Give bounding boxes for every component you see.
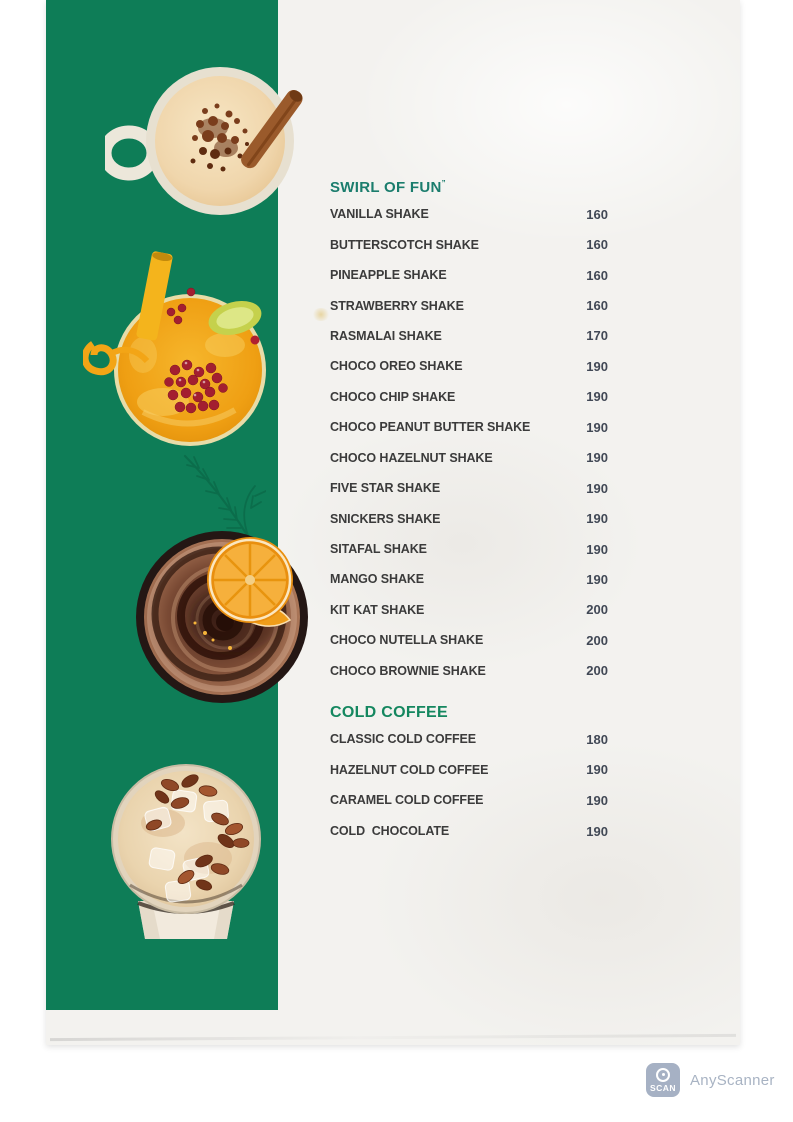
menu-item-name: FIVE STAR SHAKE	[330, 481, 441, 496]
paper-stain	[312, 308, 330, 321]
menu-item-price: 190	[586, 450, 608, 466]
menu-item-price: 170	[586, 328, 608, 344]
menu-item-price: 190	[586, 419, 608, 435]
scan-app-icon	[646, 1063, 680, 1097]
section-heading-text: SWIRL OF FUN	[330, 179, 442, 196]
menu-item-name: RASMALAI SHAKE	[330, 328, 442, 343]
menu-item-price: 190	[586, 792, 608, 808]
menu-item-name: CHOCO BROWNIE SHAKE	[330, 663, 486, 678]
heading-mark: ”	[441, 179, 446, 188]
menu-item-price: 190	[586, 389, 608, 405]
menu-item-row	[330, 443, 608, 473]
menu-item-name: STRAWBERRY SHAKE	[330, 298, 464, 313]
menu-item-row	[330, 229, 608, 259]
menu-item-row	[330, 412, 608, 442]
menu-item-price: 160	[586, 298, 608, 314]
menu-item-row	[330, 351, 608, 381]
menu-item-name: MANGO SHAKE	[330, 572, 425, 587]
menu-item-price: 190	[586, 480, 608, 496]
scan-page	[46, 0, 740, 1045]
menu-item-row	[330, 260, 608, 290]
menu-item-name: SNICKERS SHAKE	[330, 511, 441, 526]
menu-item-name: CARAMEL COLD COFFEE	[330, 793, 484, 808]
chocolate-swirl-photo	[135, 528, 347, 714]
menu-item-price: 180	[586, 731, 608, 747]
menu-item-row	[330, 534, 608, 564]
menu-item-price: 190	[586, 358, 608, 374]
menu-item-price: 160	[586, 206, 608, 222]
menu-item-price: 190	[586, 541, 608, 557]
menu-item-price: 160	[586, 267, 608, 283]
menu-item-row	[330, 785, 608, 816]
menu-item-row	[330, 290, 608, 320]
menu-item-row	[330, 199, 608, 229]
menu-item-name: CLASSIC COLD COFFEE	[330, 732, 477, 747]
menu-item-row	[330, 473, 608, 503]
menu-item-name: PINEAPPLE SHAKE	[330, 268, 447, 283]
menu-item-name: CHOCO HAZELNUT SHAKE	[330, 450, 493, 465]
menu-item-price: 200	[586, 602, 608, 618]
menu-item-name: VANILLA SHAKE	[330, 207, 429, 222]
orange-drink-photo	[83, 250, 313, 450]
menu-item-price: 190	[586, 762, 608, 778]
menu-item-price: 190	[586, 571, 608, 587]
menu-item-price: 190	[586, 511, 608, 527]
anyscanner-label: AnyScanner	[690, 1071, 775, 1089]
anyscanner-watermark	[646, 1063, 775, 1097]
menu-item-row	[330, 755, 608, 786]
menu-item-name: CHOCO NUTELLA SHAKE	[330, 633, 484, 648]
menu-item-row	[330, 656, 608, 686]
menu-item-row	[330, 382, 608, 412]
menu-item-price: 200	[586, 632, 608, 648]
menu-item-name: HAZELNUT COLD COFFEE	[330, 762, 489, 777]
menu-item-price: 160	[586, 237, 608, 253]
scan-icon-label: SCAN	[649, 1082, 677, 1093]
camera-lens-icon	[656, 1068, 670, 1082]
menu-item-row	[330, 816, 608, 847]
section-heading-swirl-of-fun	[330, 179, 446, 196]
iced-coffee-photo	[108, 763, 278, 943]
menu-section-cold-coffee-items	[330, 724, 608, 846]
section-heading-text: COLD COFFEE	[330, 704, 448, 721]
menu-item-name: BUTTERSCOTCH SHAKE	[330, 237, 479, 252]
menu-item-price: 190	[586, 823, 608, 839]
section-heading-cold-coffee	[330, 704, 448, 722]
cinnamon-milkshake-photo	[105, 66, 317, 218]
menu-item-row	[330, 625, 608, 655]
menu-item-row	[330, 595, 608, 625]
menu-item-name: KIT KAT SHAKE	[330, 602, 425, 617]
menu-item-name: CHOCO OREO SHAKE	[330, 359, 463, 374]
menu-item-row	[330, 724, 608, 755]
menu-item-name: SITAFAL SHAKE	[330, 542, 427, 557]
menu-item-name: COLD CHOCOLATE	[330, 824, 450, 839]
menu-section-swirl-items	[330, 199, 608, 686]
menu-item-row	[330, 503, 608, 533]
menu-item-name: CHOCO PEANUT BUTTER SHAKE	[330, 420, 531, 435]
menu-item-row	[330, 564, 608, 594]
menu-item-row	[330, 321, 608, 351]
menu-item-price: 200	[586, 663, 608, 679]
menu-item-name: CHOCO CHIP SHAKE	[330, 389, 456, 404]
